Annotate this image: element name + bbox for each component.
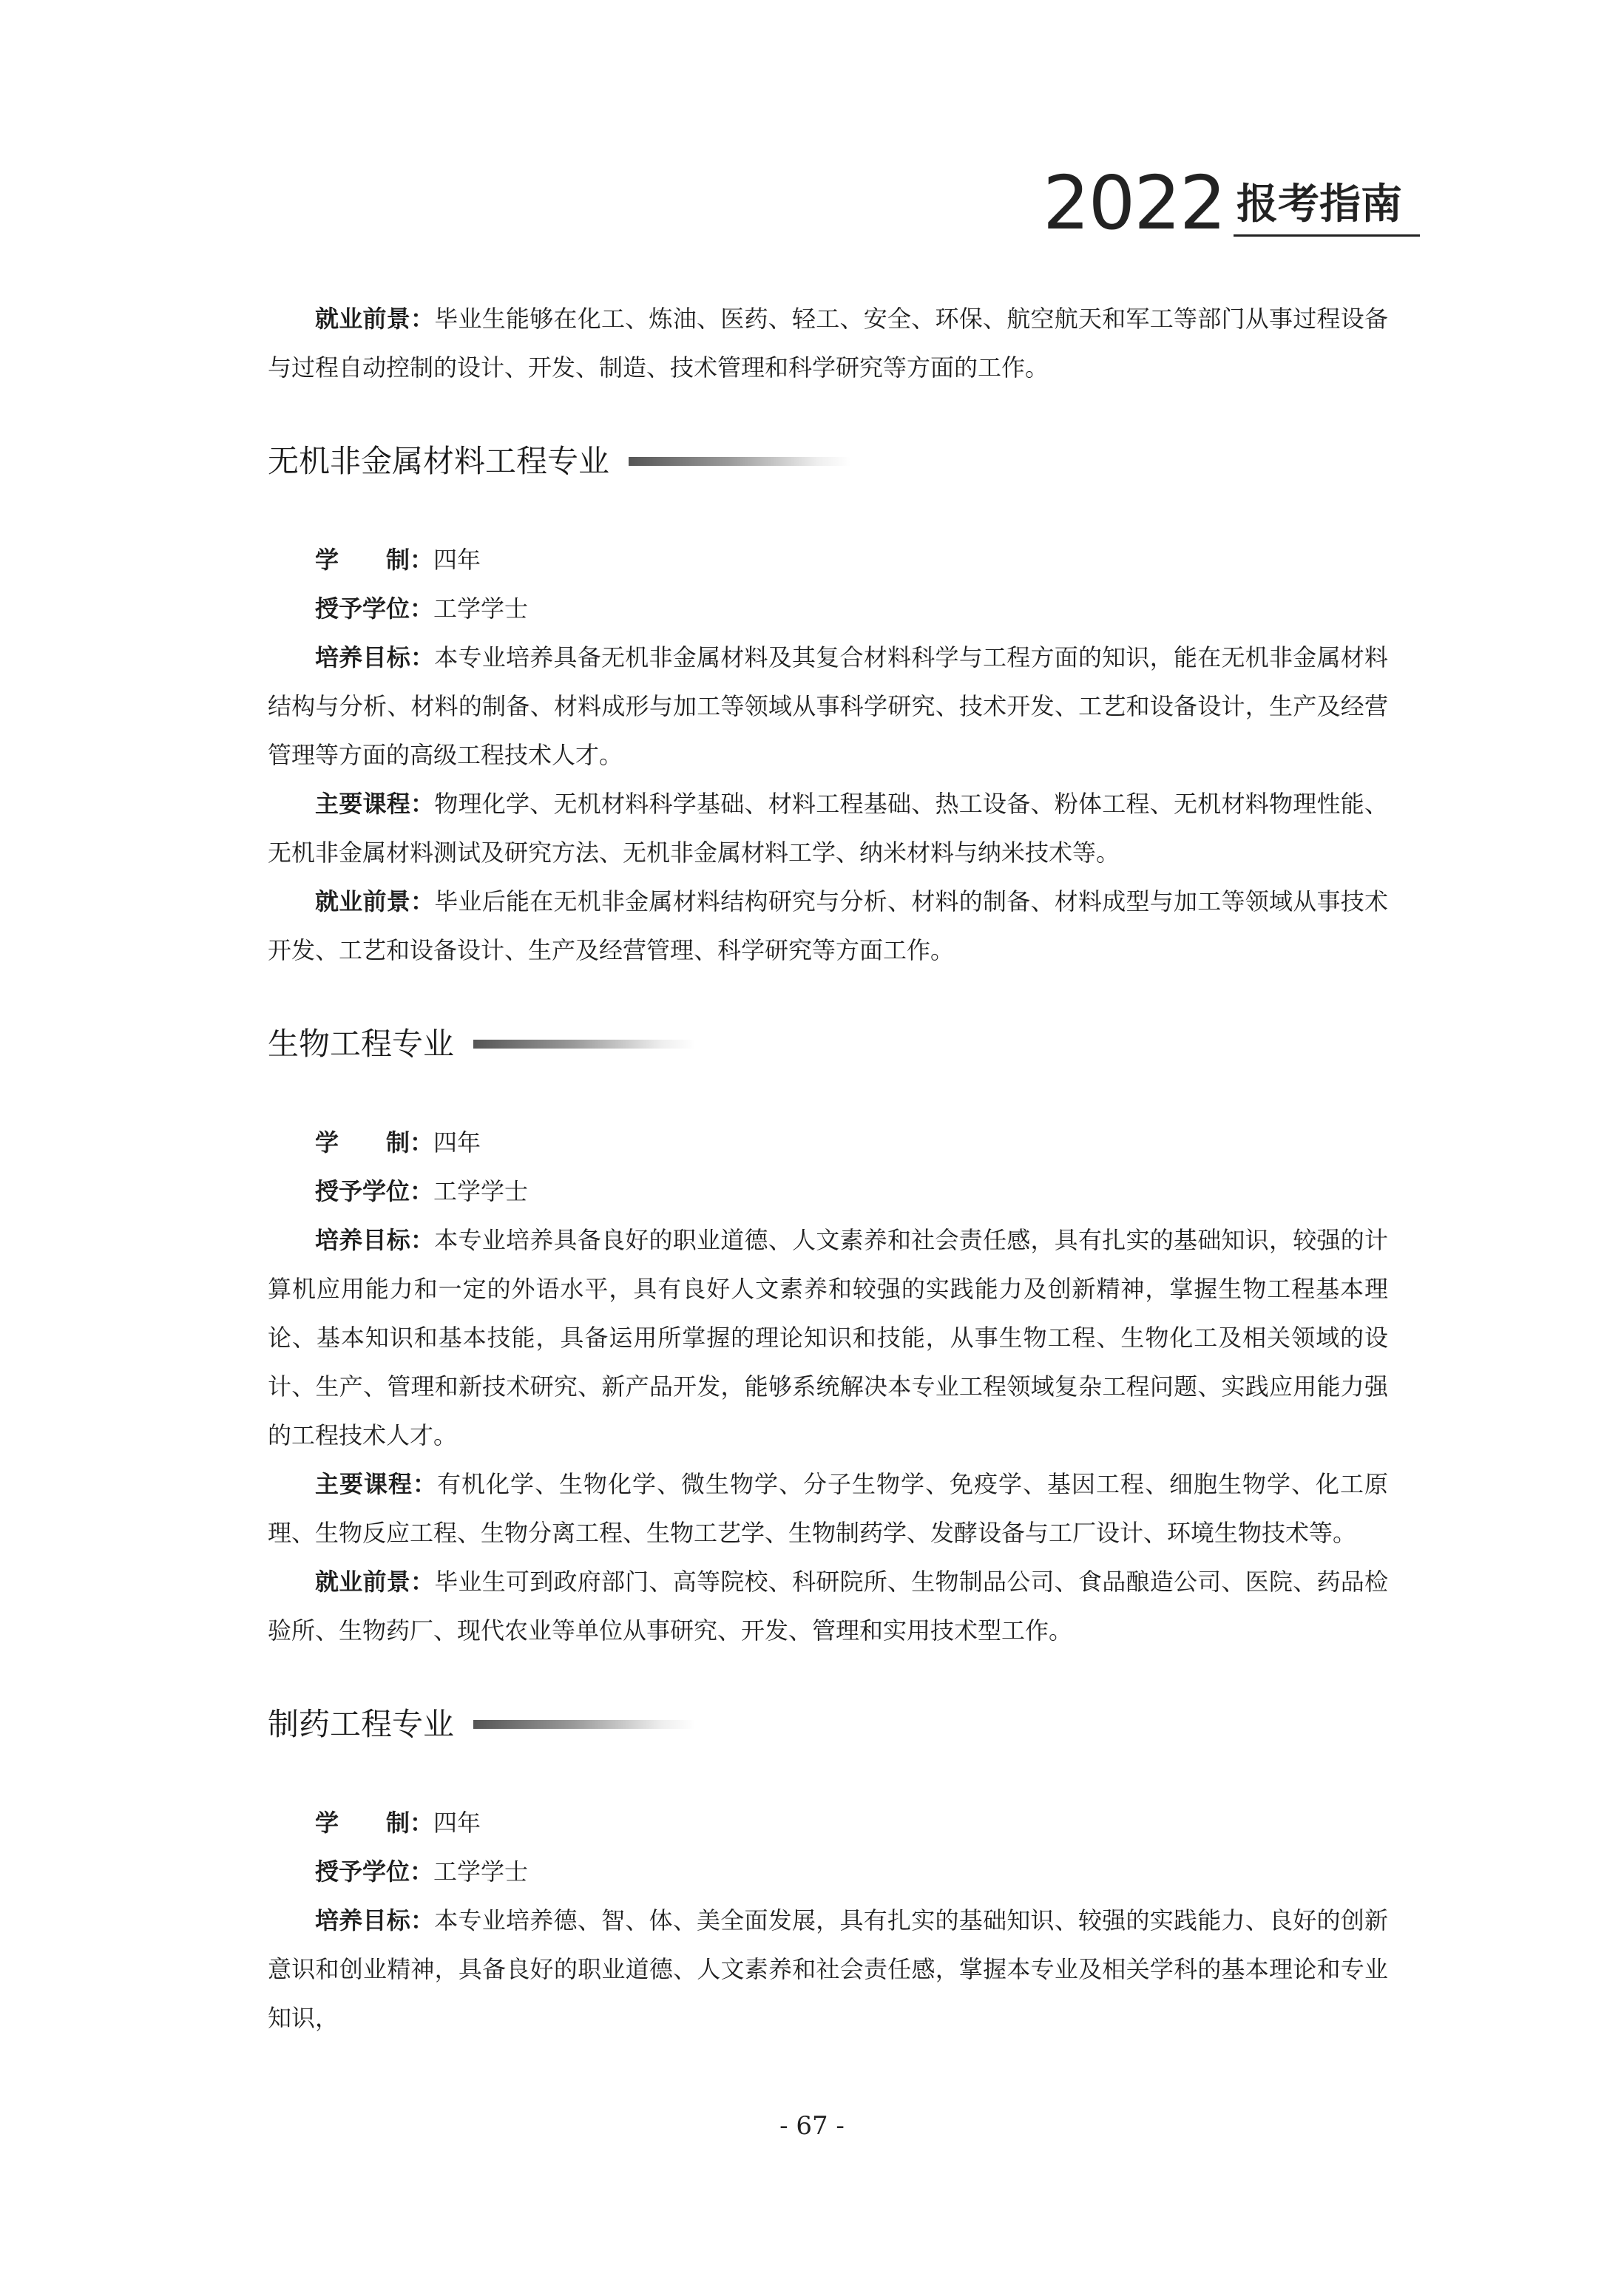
paragraph-label: 就业前景： <box>315 887 435 915</box>
paragraph-label: 学 制： <box>315 1809 434 1837</box>
page-number: - 67 - <box>779 2111 845 2141</box>
paragraph-label: 学 制： <box>315 546 434 574</box>
intro-employment-paragraph <box>268 294 1388 392</box>
section-title-bioengineering <box>268 1022 1388 1066</box>
section-title-decoration <box>629 457 850 466</box>
paragraph-text: 毕业生可到政府部门、高等院校、科研院所、生物制品公司、食品酿造公司、医院、药品检验所、生物药厂、现代农业等单位从事研究、开发、管理和实用技术型工作。 <box>268 1568 1388 1645</box>
section-title-inorganic-materials <box>268 439 1388 484</box>
paragraph-label: 培养目标： <box>315 1906 435 1934</box>
section-item-duration <box>268 1798 1388 1847</box>
paragraph-label: 培养目标： <box>315 1226 435 1254</box>
section-title-text: 制药工程专业 <box>268 1706 455 1742</box>
paragraph-text: 四年 <box>433 546 481 574</box>
section-item-degree <box>268 1167 1388 1216</box>
paragraph-text: 有机化学、生物化学、微生物学、分子生物学、免疫学、基因工程、细胞生物学、化工原理、生物反应工程、生物分离工程、生物工艺学、生物制药学、发酵设备与工厂设计、环境生物技术等。 <box>268 1470 1388 1547</box>
paragraph-label: 就业前景： <box>315 1568 435 1596</box>
page-content <box>268 294 1388 2042</box>
paragraph-label: 培养目标： <box>315 643 435 671</box>
section-title-pharmaceutical-engineering <box>268 1702 1388 1747</box>
paragraph-text: 物理化学、无机材料科学基础、材料工程基础、热工设备、粉体工程、无机材料物理性能、无机非金属材料测试及研究方法、无机非金属材料工学、纳米材料与纳米技术等。 <box>268 790 1388 867</box>
section-item-objective <box>268 633 1388 779</box>
paragraph-text: 工学学士 <box>433 1177 529 1205</box>
paragraph-text: 工学学士 <box>433 1858 529 1886</box>
paragraph-label: 主要课程： <box>315 790 435 818</box>
paragraph-text: 本专业培养德、智、体、美全面发展，具有扎实的基础知识、较强的实践能力、良好的创新意识和创业精神，具备良好的职业道德、人文素养和社会责任感，掌握本专业及相关学科的基本理论和专业知识， <box>268 1906 1388 2032</box>
section-item-objective <box>268 1896 1388 2042</box>
paragraph-label: 授予学位： <box>315 1858 434 1886</box>
paragraph-label: 就业前景： <box>315 305 435 333</box>
paragraph-text: 四年 <box>433 1128 481 1157</box>
section-item-courses <box>268 779 1388 877</box>
section-item-employment <box>268 877 1388 975</box>
section-item-employment <box>268 1557 1388 1655</box>
section-item-duration <box>268 535 1388 584</box>
section-item-duration <box>268 1118 1388 1167</box>
section-title-text: 生物工程专业 <box>268 1026 455 1062</box>
paragraph-text: 毕业生能够在化工、炼油、医药、轻工、安全、环保、航空航天和军工等部门从事过程设备与过程自动控制的设计、开发、制造、技术管理和科学研究等方面的工作。 <box>268 305 1388 382</box>
page-header <box>1043 160 1420 246</box>
paragraph-label: 授予学位： <box>315 595 434 623</box>
paragraph-text: 本专业培养具备良好的职业道德、人文素养和社会责任感，具有扎实的基础知识，较强的计算机应用能力和一定的外语水平，具有良好人文素养和较强的实践能力及创新精神，掌握生物工程基本理论、基本知识和基本技能，具备运用所掌握的理论知识和技能，从事生物工程、生物化工及相关领域的设计、生产、管理和新技术研究、新产品开发，能够系统解决本专业工程领域复杂工程问题、实践应用能力强的工程技术人才。 <box>268 1226 1388 1449</box>
section-title-decoration <box>473 1720 695 1729</box>
paragraph-text: 本专业培养具备无机非金属材料及其复合材料科学与工程方面的知识，能在无机非金属材料结构与分析、材料的制备、材料成形与加工等领域从事科学研究、技术开发、工艺和设备设计，生产及经营管理等方面的高级工程技术人才。 <box>268 643 1388 769</box>
section-title-text: 无机非金属材料工程专业 <box>268 443 610 479</box>
header-year: 2022 <box>1043 160 1225 246</box>
section-item-courses <box>268 1460 1388 1557</box>
paragraph-text: 毕业后能在无机非金属材料结构研究与分析、材料的制备、材料成型与加工等领域从事技术开发、工艺和设备设计、生产及经营管理、科学研究等方面工作。 <box>268 887 1388 964</box>
paragraph-text: 工学学士 <box>433 595 529 623</box>
header-underline <box>1234 234 1420 237</box>
section-item-degree <box>268 1847 1388 1896</box>
paragraph-label: 学 制： <box>315 1128 434 1157</box>
section-item-degree <box>268 584 1388 633</box>
paragraph-text: 四年 <box>433 1809 481 1837</box>
section-item-objective <box>268 1216 1388 1460</box>
paragraph-label: 授予学位： <box>315 1177 434 1205</box>
section-title-decoration <box>473 1040 695 1049</box>
paragraph-label: 主要课程： <box>315 1470 437 1498</box>
header-title: 报考指南 <box>1236 180 1402 228</box>
